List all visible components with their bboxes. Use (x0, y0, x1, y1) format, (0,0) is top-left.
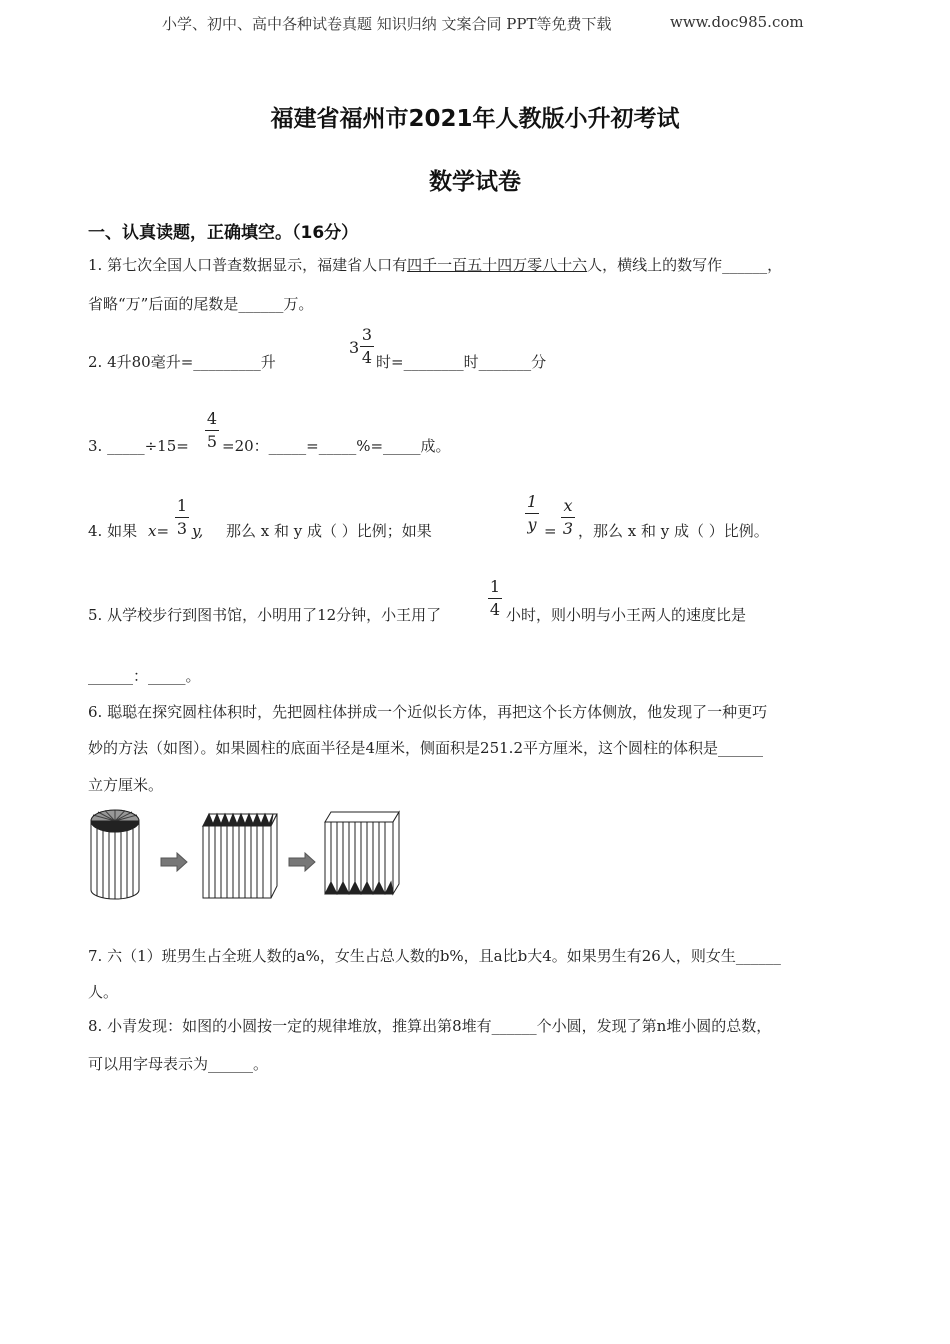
q2-fraction-den: 4 (361, 348, 373, 367)
question-6-line-2: 妙的方法（如图）。如果圆柱的底面半径是4厘米，侧面积是251.2平方厘米，这个圆柱的体积是______ (88, 739, 763, 757)
question-1-line-1 (88, 255, 782, 275)
arrow-right-icon (289, 853, 315, 871)
q4-equals: = (544, 522, 557, 540)
question-2-left: 2. 4升80毫升=_________升 (88, 353, 276, 371)
q5-fraction-num: 1 (489, 577, 501, 596)
question-2-right: 时=________时_______分 (376, 353, 547, 371)
arrow-right-icon (161, 853, 187, 871)
q2-fraction-num: 3 (361, 325, 373, 344)
q4-f2-num: 1 (526, 492, 538, 511)
q2-mixed-whole: 3 (349, 338, 360, 357)
cylinder-to-cuboid-figure (85, 806, 415, 902)
q5-fraction-den: 4 (489, 600, 501, 619)
header-slogan: 小学、初中、高中各种试卷真题 知识归纳 文案合同 PPT等免费下载 (162, 15, 612, 33)
q4-x-equals: x= (148, 522, 170, 540)
page-subtitle: 数学试卷 (429, 169, 521, 195)
q1-text-a: 1. 第七次全国人口普查数据显示，福建省人口有 (88, 256, 408, 274)
cylinder-icon (91, 810, 139, 899)
question-4-a: 4. 如果 (88, 522, 138, 540)
question-5-line-2: ______：_____。 (88, 667, 201, 685)
section-heading: 一、认真读题，正确填空。（16分） (88, 223, 359, 243)
header-site-link[interactable]: www.doc985.com (670, 13, 804, 31)
question-6-line-1: 6. 聪聪在探究圆柱体积时，先把圆柱体拼成一个近似长方体，再把这个长方体侧放，他发现了一种更巧 (88, 703, 768, 721)
q1-text-b: 人，横线上的数写作______， (587, 256, 783, 274)
q4-y: y, (192, 522, 204, 540)
question-3-right: =20：_____=_____%=_____成。 (222, 437, 451, 455)
question-7-line-1: 7. 六（1）班男生占全班人数的a%，女生占总人数的b%，且a比b大4。如果男生有26人，则女生______ (88, 947, 781, 965)
q3-fraction-den: 5 (206, 432, 218, 451)
q4-f3-den: 3 (562, 519, 574, 538)
q1-underlined-number: 四千一百五十四万零八十六 (407, 256, 588, 274)
question-4-b: 那么 x 和 y 成（ ）比例；如果 (226, 522, 432, 540)
q4-f1-num: 1 (176, 496, 188, 515)
q4-f1-den: 3 (176, 519, 188, 538)
q3-fraction (205, 410, 219, 451)
q3-fraction-num: 4 (206, 409, 218, 428)
cuboid-upright-icon (203, 814, 277, 898)
cuboid-sideways-icon (325, 812, 399, 894)
q4-fraction-1 (175, 497, 189, 538)
page-title: 福建省福州市2021年人教版小升初考试 (270, 106, 680, 132)
q4-fraction-2 (525, 493, 539, 534)
question-1-line-2: 省略“万”后面的尾数是______万。 (88, 295, 314, 313)
q4-f3-num: x (563, 496, 573, 515)
q2-fraction (360, 326, 374, 367)
q4-fraction-3 (561, 497, 575, 538)
question-5-left: 5. 从学校步行到图书馆，小明用了12分钟，小王用了 (88, 606, 442, 624)
question-8-line-1: 8. 小青发现：如图的小圆按一定的规律堆放，推算出第8堆有______个小圆，发现了第n堆小圆的总数， (88, 1017, 772, 1035)
question-8-line-2: 可以用字母表示为______。 (88, 1055, 269, 1073)
question-4-c: ，那么 x 和 y 成（ ）比例。 (578, 522, 769, 540)
question-5-right: 小时，则小明与小王两人的速度比是 (506, 606, 747, 624)
q4-f2-den: y (527, 515, 537, 534)
question-7-line-2: 人。 (88, 983, 119, 1001)
q5-fraction (488, 578, 502, 619)
question-6-line-3: 立方厘米。 (88, 776, 164, 794)
question-3-left: 3. _____÷15= (88, 437, 189, 455)
